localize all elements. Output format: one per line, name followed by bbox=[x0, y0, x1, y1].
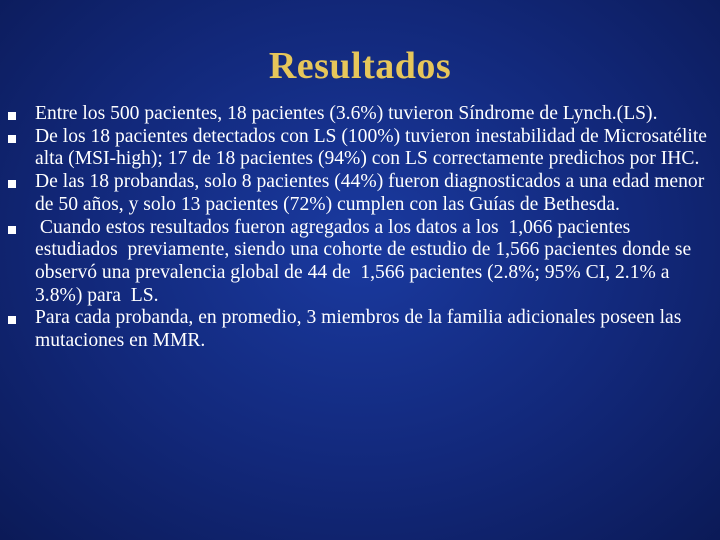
bullet-item bbox=[8, 171, 708, 216]
bullet-item bbox=[8, 126, 708, 171]
slide-title: Resultados bbox=[268, 45, 452, 87]
bullet-list bbox=[8, 103, 708, 353]
bullet-text: De las 18 probandas, solo 8 pacientes (44%) fueron diagnosticados a una edad menor de 50 años, y solo 13 pacientes (72%) cumplen con las Guías de Bethesda. bbox=[35, 171, 705, 215]
square-bullet-icon bbox=[8, 226, 16, 234]
bullet-text: Cuando estos resultados fueron agregados a los datos a los 1,066 pacientes estudiados previamente, siendo una cohorte de estudio de 1,566 pacientes donde se observó una prevalencia global de 44 de 1,566 pacientes (2.8%; 95% CI, 2.1% a 3.8%) para LS. bbox=[35, 216, 697, 306]
bullet-item bbox=[8, 217, 708, 308]
bullet-item bbox=[8, 103, 708, 126]
bullet-text: De los 18 pacientes detectados con LS (100%) tuvieron inestabilidad de Microsatélite alta (MSI-high); 17 de 18 pacientes (94%) con LS correctamente predichos por IHC. bbox=[35, 125, 707, 170]
bullet-text: Para cada probanda, en promedio, 3 miembros de la familia adicionales poseen las mutaciones en MMR. bbox=[35, 307, 682, 352]
square-bullet-icon bbox=[8, 112, 16, 120]
bullet-text: Entre los 500 pacientes, 18 pacientes (3.6%) tuvieron Síndrome de Lynch.(LS). bbox=[35, 103, 658, 124]
square-bullet-icon bbox=[8, 180, 16, 188]
square-bullet-icon bbox=[8, 316, 16, 324]
square-bullet-icon bbox=[8, 135, 16, 143]
bullet-item bbox=[8, 307, 708, 352]
